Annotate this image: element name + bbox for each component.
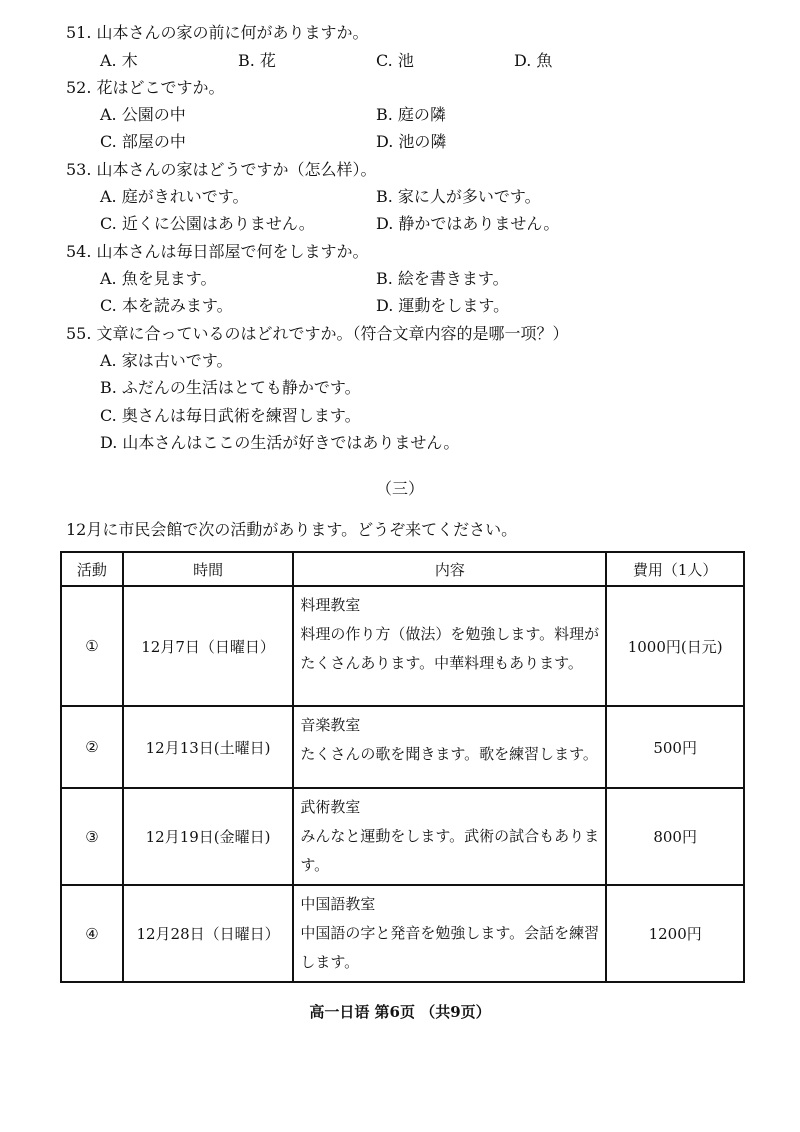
activity-number: ③ — [61, 788, 123, 885]
activity-time: 12月13日(土曜日) — [123, 706, 293, 788]
activity-body: 中国語の字と発音を勉強します。会話を練習します。 — [300, 924, 600, 971]
q53-option-c: C. 近くに公園はありません。 — [100, 214, 315, 233]
activity-title: 武術教室 — [300, 798, 361, 816]
activity-number: ① — [61, 586, 123, 706]
q52-option-b: B. 庭の隣 — [376, 105, 446, 124]
question-54-stem: 54. 山本さんは毎日部屋で何をしますか。 — [66, 242, 369, 261]
header-fee: 費用（1人） — [606, 552, 744, 586]
activity-content — [293, 586, 606, 706]
q53-option-a: A. 庭がきれいです。 — [100, 187, 249, 206]
events-table — [60, 551, 745, 983]
q54-option-c: C. 本を読みます。 — [100, 296, 233, 315]
q53-option-d: D. 静かではありません。 — [376, 214, 560, 233]
activity-body: 料理の作り方（做法）を勉強します。料理がたくさんあります。中華料理もあります。 — [300, 625, 600, 672]
q55-option-a: A. 家は古いです。 — [100, 351, 233, 370]
q52-option-c: C. 部屋の中 — [100, 132, 186, 151]
table-row — [61, 788, 744, 885]
q52-option-a: A. 公園の中 — [100, 105, 186, 124]
activity-number: ② — [61, 706, 123, 788]
q55-option-b: B. ふだんの生活はとても静かです。 — [100, 378, 361, 397]
header-time: 時間 — [123, 552, 293, 586]
q51-option-b: B. 花 — [238, 51, 276, 70]
activity-content — [293, 885, 606, 982]
q52-option-d: D. 池の隣 — [376, 132, 447, 151]
activity-title: 音楽教室 — [300, 716, 361, 734]
activity-content — [293, 788, 606, 885]
header-content: 内容 — [293, 552, 606, 586]
q51-option-c: C. 池 — [376, 51, 414, 70]
q54-option-d: D. 運動をします。 — [376, 296, 510, 315]
activity-body: たくさんの歌を聞きます。歌を練習します。 — [300, 745, 598, 763]
table-row — [61, 586, 744, 706]
activity-time: 12月19日(金曜日) — [123, 788, 293, 885]
question-52-stem: 52. 花はどこですか。 — [66, 78, 225, 97]
q54-option-a: A. 魚を見ます。 — [100, 269, 217, 288]
q55-option-c: C. 奥さんは毎日武術を練習します。 — [100, 406, 361, 425]
activity-fee: 800円 — [606, 788, 744, 885]
table-row — [61, 706, 744, 788]
activity-time: 12月28日（日曜日） — [123, 885, 293, 982]
header-activity: 活動 — [61, 552, 123, 586]
activity-title: 料理教室 — [300, 596, 361, 614]
activity-number: ④ — [61, 885, 123, 982]
activity-fee: 1200円 — [606, 885, 744, 982]
activity-title: 中国語教室 — [300, 895, 376, 913]
q55-option-d: D. 山本さんはここの生活が好きではありません。 — [100, 433, 460, 452]
page-footer: 高一日语 第6页 （共9页） — [309, 1003, 491, 1021]
intro-text: 12月に市民会館で次の活動があります。どうぞ来てください。 — [66, 520, 518, 539]
question-53-stem: 53. 山本さんの家はどうですか（怎么样）。 — [66, 160, 377, 179]
activity-body: みんなと運動をします。武術の試合もあります。 — [300, 827, 600, 874]
table-row — [61, 885, 744, 982]
q51-option-a: A. 木 — [100, 51, 138, 70]
activity-content — [293, 706, 606, 788]
question-51-stem: 51. 山本さんの家の前に何がありますか。 — [66, 23, 369, 42]
q53-option-b: B. 家に人が多いです。 — [376, 187, 541, 206]
activity-fee: 1000円(日元) — [606, 586, 744, 706]
question-55-stem: 55. 文章に合っているのはどれですか。（符合文章内容的是哪一项？） — [66, 324, 569, 343]
q51-option-d: D. 魚 — [514, 51, 553, 70]
q54-option-b: B. 絵を書きます。 — [376, 269, 509, 288]
table-header-row — [61, 552, 744, 586]
activity-fee: 500円 — [606, 706, 744, 788]
section-title: （三） — [375, 479, 424, 498]
activity-time: 12月7日（日曜日） — [123, 586, 293, 706]
